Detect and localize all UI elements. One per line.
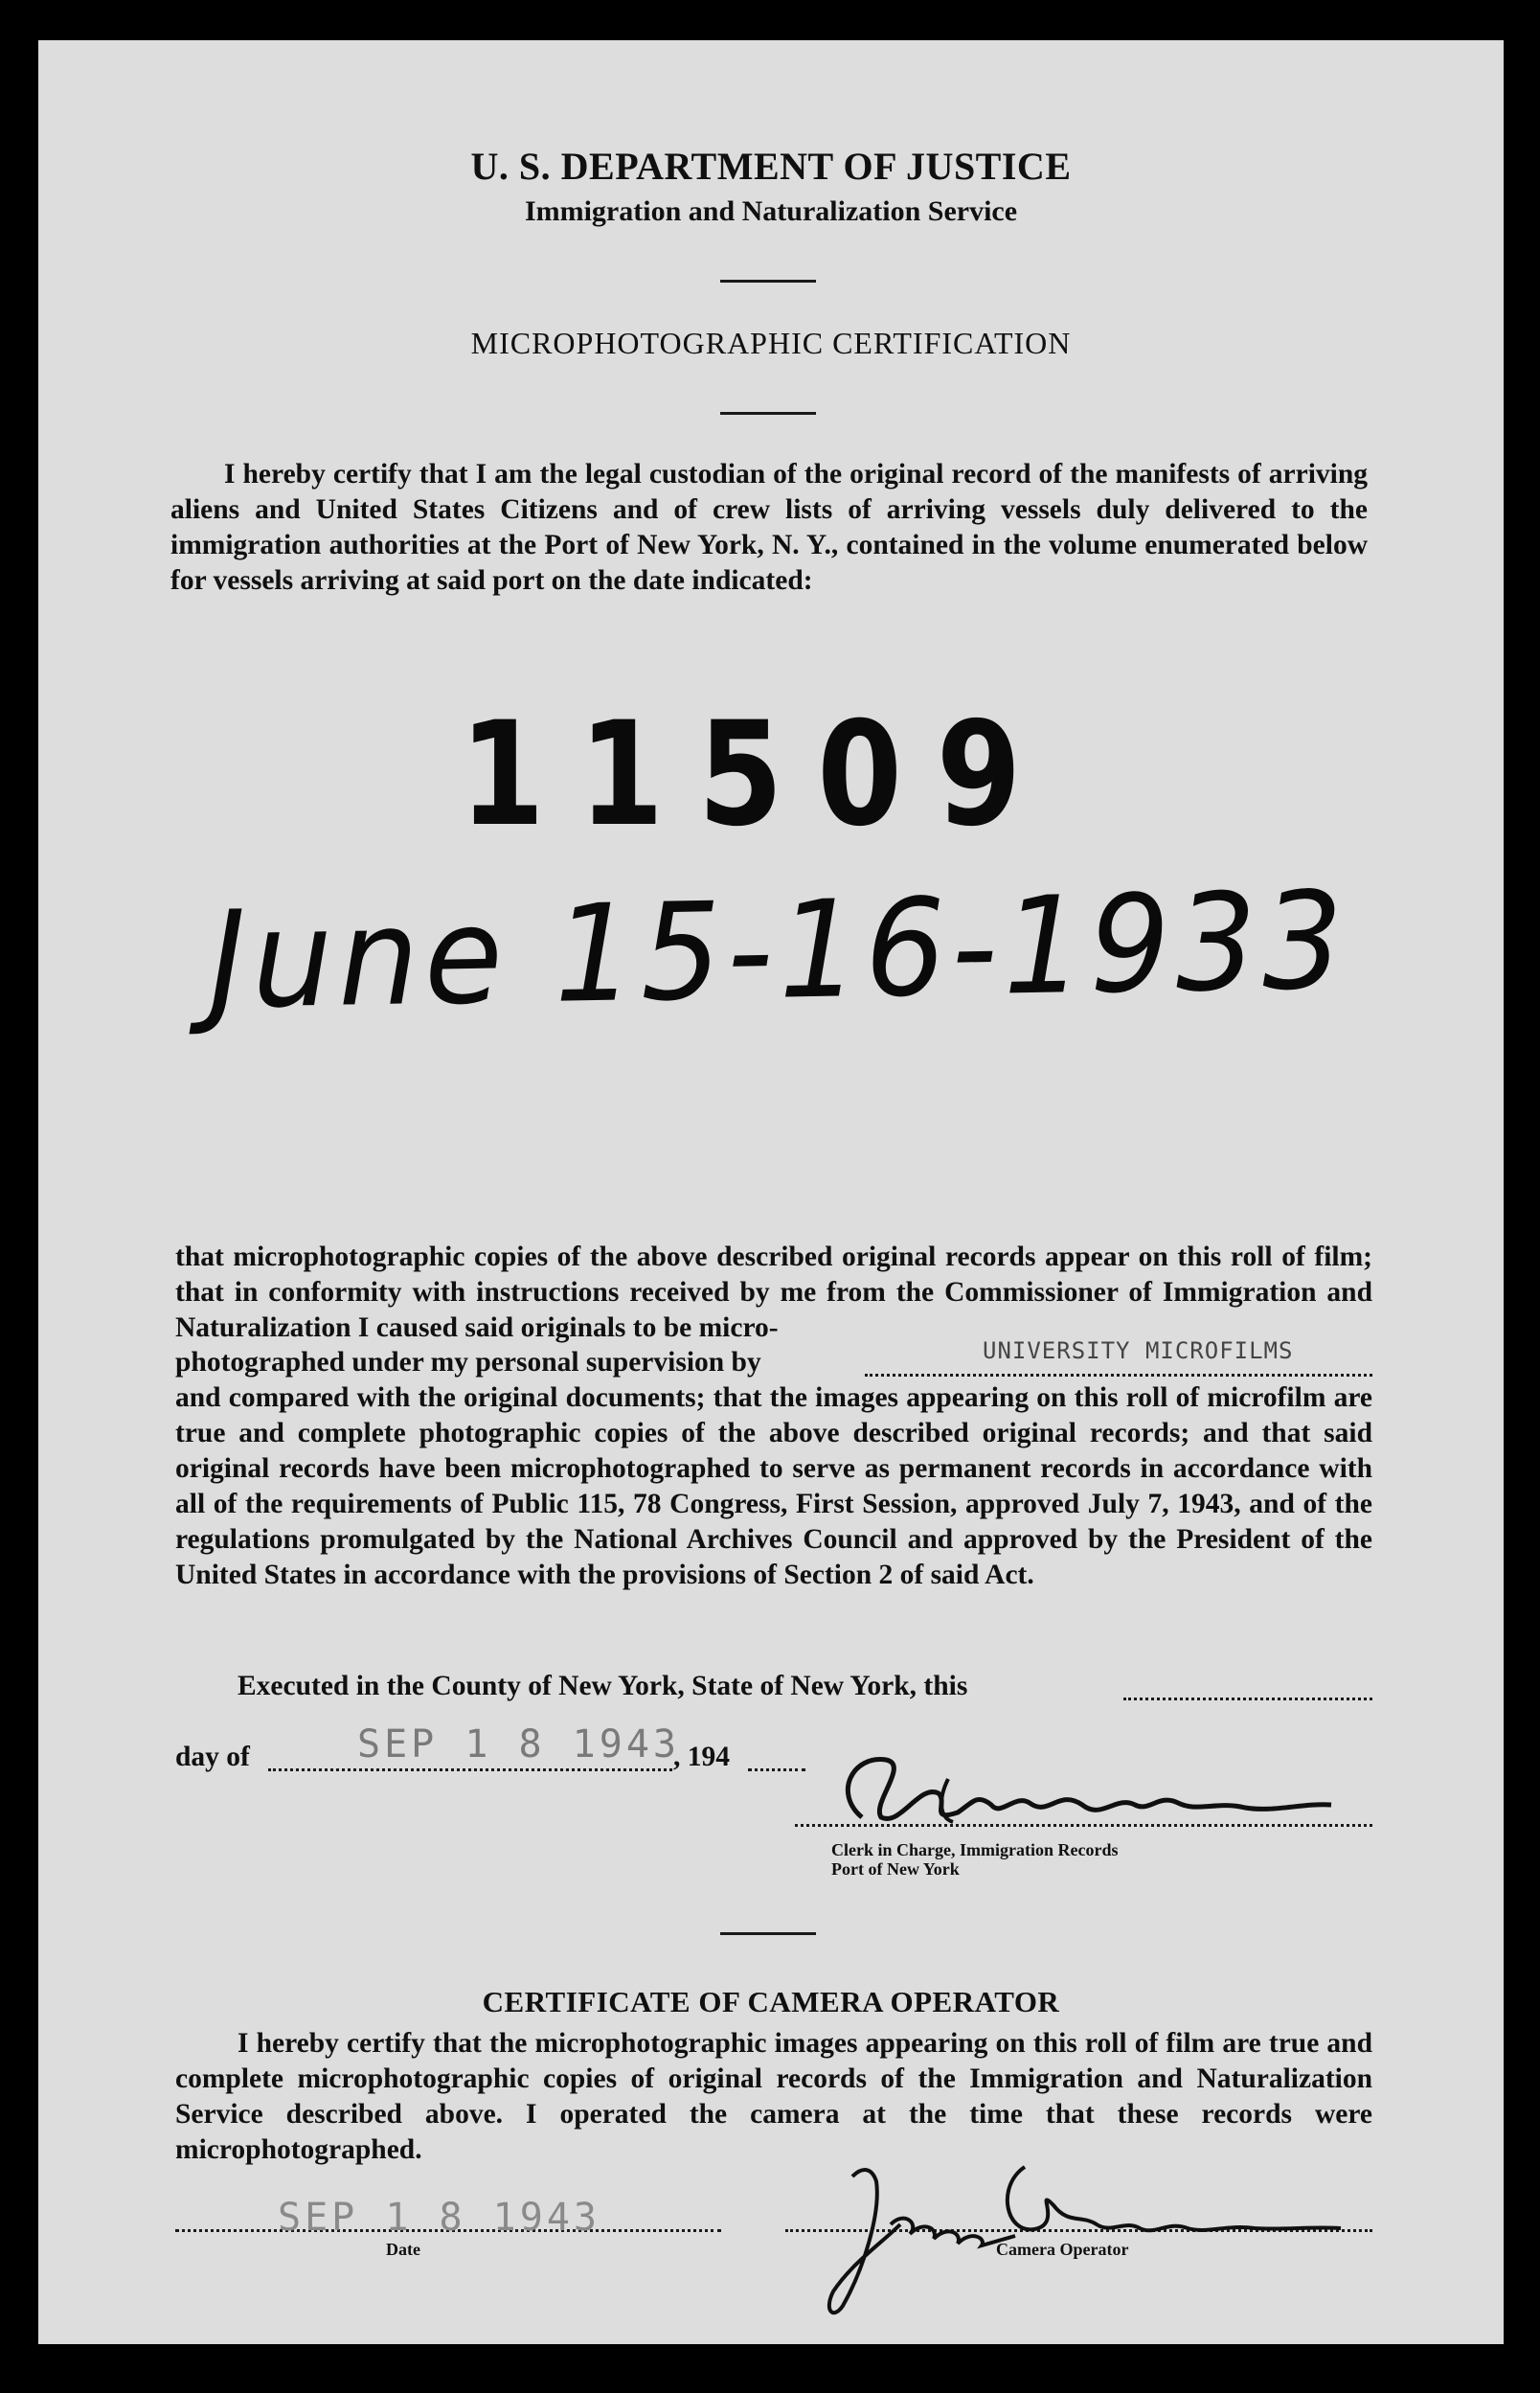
department-heading: U. S. DEPARTMENT OF JUSTICE: [470, 145, 1072, 188]
divider: [720, 280, 816, 283]
camera-operator-text: I hereby certify that the microphotographic images appearing on this roll of film are true and complete microphotographic copies of original records of the Immigration and Naturalization Service described above. I operated the camera at the time that these records were microphotographed.: [175, 2028, 1372, 2165]
clerk-signature-stroke: [848, 1760, 1331, 1819]
university-microfilms-stamp: UNIVERSITY MICROFILMS: [983, 1337, 1294, 1364]
date-label: Date: [386, 2240, 420, 2259]
day-of-line: [175, 1722, 846, 1784]
certification-body-1: that microphotographic copies of the above described original records appear on this roll of film; that in conformity with instructions received by me from the Commissioner of Immigration and Naturalization I caused said originals to be micro-: [175, 1242, 1372, 1343]
certification-intro: I hereby certify that I am the legal custodian of the original record of the manifests of arriving aliens and United States Citizens and of crew lists of arriving vessels duly delivered to the immigration authorities at the Port of New York, N. Y., contained in the volume enumerated below for vessels arriving at said port on the date indicated:: [170, 459, 1368, 596]
operator-signature: [776, 2129, 1350, 2330]
executed-dotted-line: [1123, 1698, 1372, 1700]
camera-operator-title: CERTIFICATE OF CAMERA OPERATOR: [482, 1985, 1060, 2018]
handwritten-volume-number: 11509: [460, 692, 1056, 858]
year-prefix: , 194: [673, 1742, 730, 1772]
date-stamp: SEP 1 8 1943: [357, 1722, 680, 1766]
executed-line: [238, 1669, 1372, 1707]
certification-body-2: and compared with the original documents; that the images appearing on this roll of microfilm are true and complete photographic copies of the above described original records; and that said original records have been microphotographed to serve as permanent records in accordance with all of the requirements of Public 115, 78 Congress, First Session, approved July 7, 1943, and of the regulations promulgated by the National Archives Council and approved by the President of the United States in accordance with the provisions of Section 2 of said Act.: [175, 1382, 1372, 1590]
operator-signature-last: [1008, 2167, 1341, 2230]
supervision-text: photographed under my personal supervision by: [175, 1347, 761, 1378]
certificate-page: [38, 40, 1504, 2344]
operator-signature-j: [829, 2170, 900, 2313]
day-dotted-line: [268, 1768, 672, 1771]
day-of-text: day of: [175, 1742, 250, 1772]
handwritten-date: June 15-16-1933: [207, 863, 1350, 1039]
operator-date-stamp: SEP 1 8 1943: [278, 2196, 600, 2240]
supervisor-dotted-line: [865, 1374, 1372, 1377]
service-subheading: Immigration and Naturalization Service: [524, 195, 1018, 227]
clerk-title-line2: Port of New York: [831, 1859, 960, 1879]
divider: [720, 412, 816, 415]
camera-operator-label: Camera Operator: [996, 2240, 1129, 2259]
clerk-title-line1: Clerk in Charge, Immigration Records: [831, 1840, 1119, 1859]
executed-text: Executed in the County of New York, State of New York, this: [238, 1671, 968, 1701]
divider: [720, 1932, 816, 1935]
clerk-signature: [795, 1736, 1350, 1841]
certification-title: MICROPHOTOGRAPHIC CERTIFICATION: [470, 326, 1072, 360]
supervision-line: [175, 1337, 1372, 1383]
